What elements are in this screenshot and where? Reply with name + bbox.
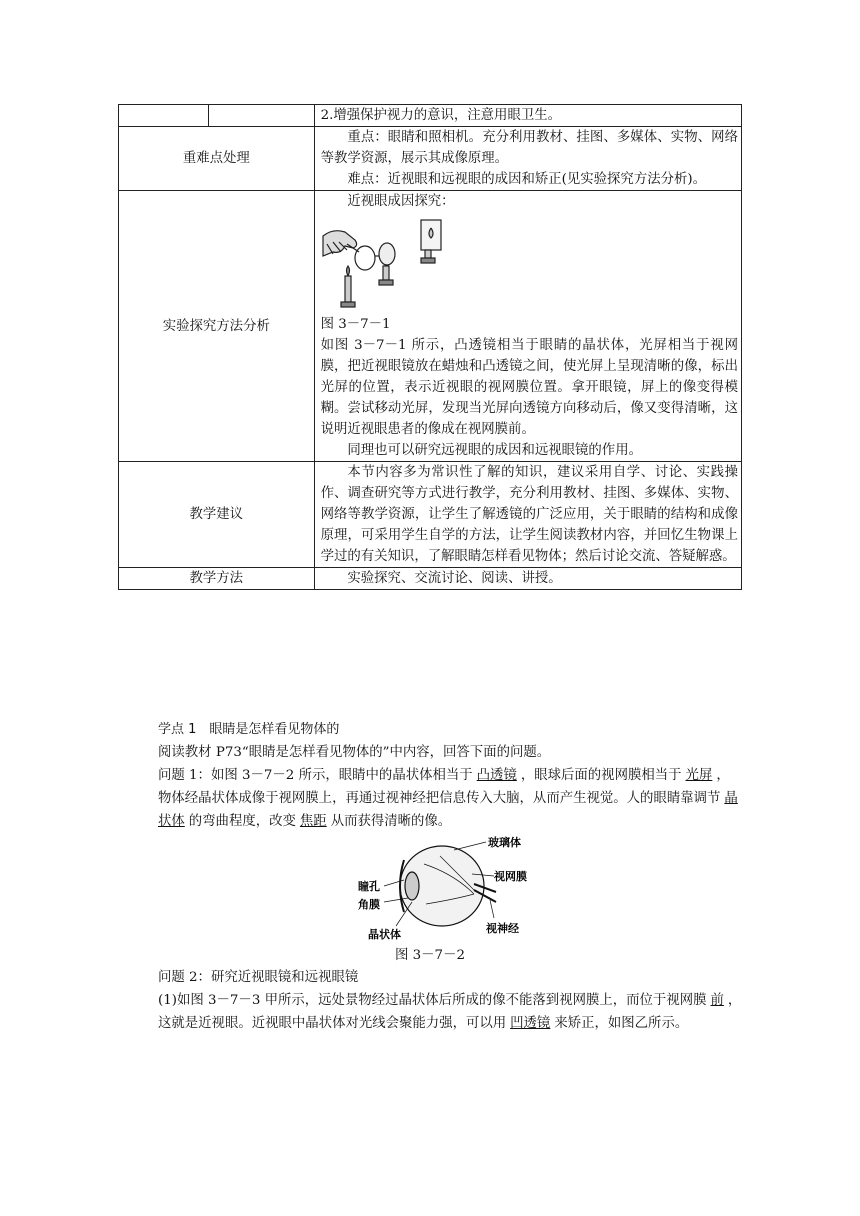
table-row: [119, 105, 742, 127]
row-label: 教学建议: [119, 462, 315, 568]
q2-text: ，这就是近视眼。近视眼中晶状体对光线会聚能力强，可以用: [158, 993, 742, 1031]
row-content: [314, 127, 741, 191]
q1-text: 的弯曲程度，改变: [188, 814, 296, 829]
answer-blank: 凸透镜: [476, 768, 517, 783]
experiment-text: 如图 3－7－1 所示，凸透镜相当于眼睛的晶状体，光屏相当于视网膜，把近视眼镜放在蜡烛和凸透镜之间，使光屏上呈现清晰的像，标出光屏的位置，表示近视眼的视网膜位置。拿开眼镜，屏上的像变得模糊。尝试移动光屏，发现当光屏向透镜方向移动后，像又变得清晰，这说明近视眼患者的像成在视网膜前。: [320, 338, 738, 437]
section-body: [158, 718, 742, 833]
experiment-intro: 近视眼成因探究：: [347, 194, 455, 209]
q2-part-1: [158, 989, 742, 1035]
section-intro: 阅读教材 P73“眼睛是怎样看见物体的”中内容，回答下面的问题。: [158, 745, 551, 760]
q1-text: ，眼球后面的视网膜相当于: [520, 768, 682, 783]
table-row: [119, 462, 742, 568]
teaching-suggestion-text: 本节内容多为常识性了解的知识，建议采用自学、讨论、实践操作、调查研究等方式进行教学，充分利用教材、挂图、多媒体、实物、网络等教学资源，让学生了解透镜的广泛应用，关于眼睛的结构和成像原理，可采用学生自学的方法，让学生阅读教材内容，并回忆生物课上学过的有关知识，了解眼睛怎样看见物体；然后讨论交流、答疑解惑。: [320, 465, 738, 564]
empty-cell: [119, 105, 209, 127]
q1-text: ，物体经晶状体成像于视网膜上，再通过视神经把信息传入大脑，从而产生视觉。人的眼睛靠调节: [158, 768, 730, 806]
difficult-point-text: 难点：近视眼和远视眼的成因和矫正(见实验探究方法分析)。: [347, 172, 706, 187]
row-label: 实验探究方法分析: [119, 191, 315, 462]
experiment-text-2: 同理也可以研究远视眼的成因和远视眼镜的作用。: [347, 443, 642, 458]
lesson-plan-table: [118, 104, 742, 590]
row-content: [314, 191, 741, 462]
figure-caption: 图 3－7－1: [320, 317, 391, 332]
teaching-method-text: 实验探究、交流讨论、阅读、讲授。: [347, 571, 562, 586]
q1-text: 问题 1：如图 3－7－2 所示，眼睛中的晶状体相当于: [158, 768, 473, 783]
figure-caption: 图 3－7－2: [395, 948, 465, 963]
label-retina: 视网膜: [494, 870, 527, 883]
question-1: [158, 764, 742, 833]
table-row: [119, 191, 742, 462]
row-content: [314, 568, 741, 590]
answer-blank: 焦距: [299, 814, 327, 829]
q2-text: 来矫正，如图乙所示。: [554, 1016, 689, 1031]
q2-text: (1)如图 3－7－3 甲所示，远处景物经过晶状体后所成的像不能落到视网膜上，而位于视网膜: [158, 993, 707, 1008]
answer-blank: 晶状体: [158, 791, 738, 829]
label-optic-nerve: 视神经: [486, 922, 519, 935]
label-lens: 晶状体: [368, 928, 401, 941]
row-label: 教学方法: [119, 568, 315, 590]
table-row: [119, 568, 742, 590]
label-cornea: 角膜: [358, 898, 380, 911]
empty-cell: [208, 105, 314, 127]
table-row: [119, 127, 742, 191]
label-pupil: 瞳孔: [358, 880, 380, 893]
myopia-experiment-figure: [317, 214, 447, 314]
eye-structure-figure: [354, 834, 534, 946]
row-content: 2.增强保护视力的意识，注意用眼卫生。: [314, 105, 741, 127]
question-2-block: [158, 966, 742, 1035]
section-heading: 学点 1 眼睛是怎样看见物体的: [158, 722, 340, 737]
row-label: 重难点处理: [119, 127, 315, 191]
answer-blank: 光屏: [685, 768, 713, 783]
answer-blank: 前: [710, 993, 724, 1008]
key-point-text: 重点：眼睛和照相机。充分利用教材、挂图、多媒体、实物、网络等教学资源，展示其成像原理。: [320, 130, 738, 166]
q1-text: 从而获得清晰的像。: [330, 814, 452, 829]
label-vitreous: 玻璃体: [488, 836, 521, 849]
row-content: [314, 462, 741, 568]
q2-title: 问题 2：研究近视眼镜和远视眼镜: [158, 970, 359, 985]
answer-blank: 凹透镜: [510, 1016, 551, 1031]
